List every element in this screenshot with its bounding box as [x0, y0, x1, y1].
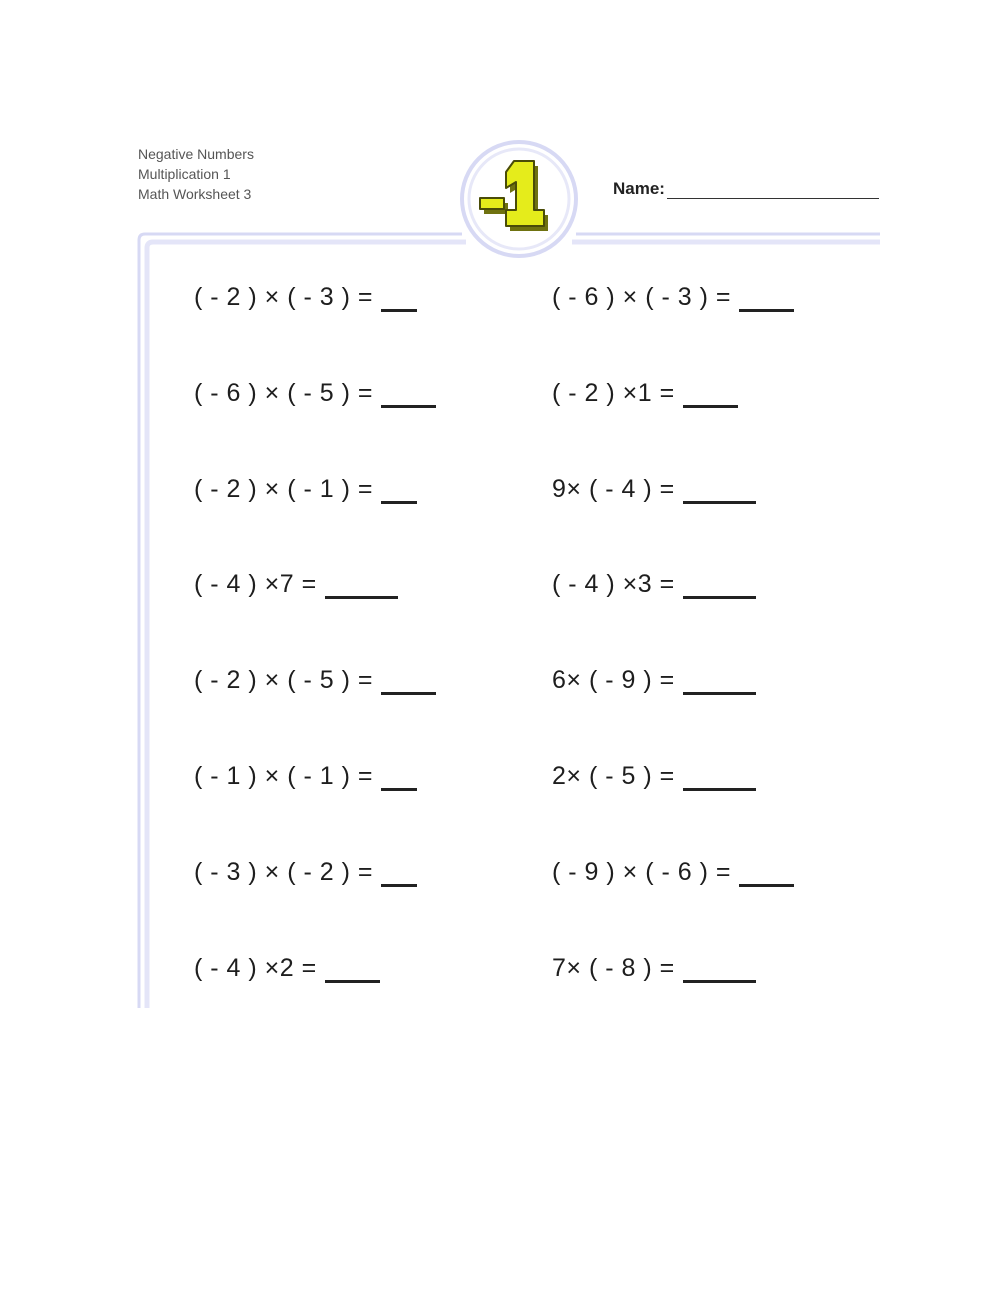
- problem-right-2: [552, 379, 738, 408]
- problem-right-7: [552, 858, 794, 887]
- problem-expression: ( - 4 ) ×3 =: [552, 570, 675, 599]
- answer-blank[interactable]: [381, 383, 436, 408]
- problem-left-8: [194, 954, 380, 983]
- problem-expression: ( - 3 ) × ( - 2 ) =: [194, 857, 373, 886]
- problem-expression: ( - 2 ) × ( - 5 ) =: [194, 666, 373, 695]
- problem-left-7: [194, 858, 417, 887]
- problem-right-5: [552, 666, 756, 695]
- logo-text: -1: [459, 140, 460, 141]
- problem-right-4: [552, 570, 756, 599]
- problem-expression: ( - 6 ) × ( - 5 ) =: [194, 378, 373, 407]
- problem-expression: ( - 1 ) × ( - 1 ) =: [194, 762, 373, 790]
- header-line-worksheet: Math Worksheet 3: [138, 186, 252, 202]
- name-label: Name:: [613, 179, 665, 198]
- problem-expression: ( - 6 ) × ( - 3 ) =: [552, 283, 731, 311]
- answer-blank[interactable]: [683, 670, 756, 695]
- answer-blank[interactable]: [381, 862, 417, 887]
- answer-blank[interactable]: [325, 574, 398, 599]
- problem-right-8: [552, 954, 756, 983]
- answer-blank[interactable]: [683, 574, 756, 599]
- problem-expression: ( - 2 ) × ( - 1 ) =: [194, 474, 373, 503]
- answer-blank[interactable]: [683, 479, 756, 504]
- minus-one-logo: [459, 140, 579, 260]
- problem-left-6: [194, 762, 417, 791]
- answer-blank[interactable]: [683, 766, 756, 791]
- problem-expression: 6× ( - 9 ) =: [552, 666, 675, 695]
- problem-right-1: [552, 283, 794, 312]
- problem-expression: ( - 2 ) × ( - 3 ) =: [194, 283, 373, 311]
- problem-right-6: [552, 762, 756, 791]
- problem-right-3: [552, 475, 756, 504]
- problem-expression: 7× ( - 8 ) =: [552, 953, 675, 982]
- frame-border-outer: [139, 234, 880, 1008]
- problem-left-3: [194, 475, 417, 504]
- answer-blank[interactable]: [381, 287, 417, 312]
- problem-left-4: [194, 570, 398, 599]
- answer-blank[interactable]: [381, 766, 417, 791]
- problem-expression: 2× ( - 5 ) =: [552, 762, 675, 790]
- answer-blank[interactable]: [381, 479, 417, 504]
- answer-blank[interactable]: [739, 287, 794, 312]
- answer-blank[interactable]: [683, 383, 738, 408]
- problem-expression: ( - 2 ) ×1 =: [552, 378, 675, 407]
- answer-blank[interactable]: [325, 958, 380, 983]
- answer-blank[interactable]: [739, 862, 794, 887]
- problem-left-5: [194, 666, 436, 695]
- problem-expression: ( - 9 ) × ( - 6 ) =: [552, 857, 731, 886]
- answer-blank[interactable]: [381, 670, 436, 695]
- header-line-subtopic: Multiplication 1: [138, 166, 231, 182]
- header-line-topic: Negative Numbers: [138, 146, 254, 162]
- frame-border-inner: [147, 242, 880, 1008]
- answer-blank[interactable]: [683, 958, 756, 983]
- problem-expression: 9× ( - 4 ) =: [552, 474, 675, 503]
- problem-left-2: [194, 379, 436, 408]
- problem-expression: ( - 4 ) ×2 =: [194, 953, 317, 982]
- problem-left-1: [194, 283, 417, 312]
- problem-expression: ( - 4 ) ×7 =: [194, 570, 317, 599]
